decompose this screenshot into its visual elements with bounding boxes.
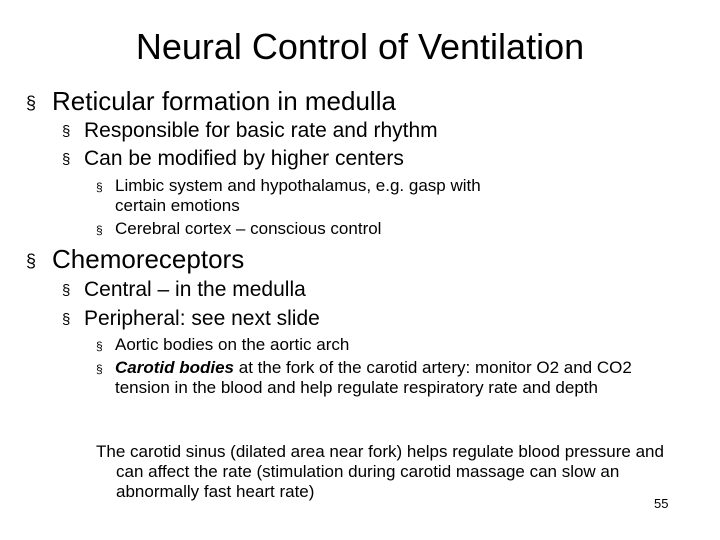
bullet-text: Reticular formation in medulla <box>52 86 396 116</box>
subsubbullet-aortic-bodies <box>96 335 696 355</box>
bullet-chemoreceptors <box>26 244 244 274</box>
bullet-text: Limbic system and hypothalamus, e.g. gasp with certain emotions <box>115 176 481 215</box>
slide-title: Neural Control of Ventilation <box>135 26 585 67</box>
bullet-text: Central – in the medulla <box>84 278 306 301</box>
subbullet-peripheral <box>62 306 320 332</box>
bullet-text: Chemoreceptors <box>52 244 245 274</box>
subsubbullet-carotid-bodies <box>96 358 686 398</box>
bullet-text: Responsible for basic rate and rhythm <box>84 119 438 142</box>
carotid-sinus-note: The carotid sinus (dilated area near fork) helps regulate blood pressure and can affect the rate (stimulation during carotid massage can slow an abnormally fast heart rate) <box>96 442 664 501</box>
carotid-bodies-description: at the fork of the carotid artery: monitor O2 and CO2 tension in the blood and help regulate respiratory rate and depth <box>115 358 632 397</box>
bullet-icon: § <box>96 180 103 194</box>
subbullet-higher-centers <box>62 146 404 172</box>
subbullet-central <box>62 277 306 303</box>
bullet-reticular-formation <box>26 86 396 116</box>
bullet-icon: § <box>62 311 71 328</box>
bullet-icon: § <box>96 223 103 237</box>
bullet-icon: § <box>26 251 37 271</box>
bullet-text: Cerebral cortex – conscious control <box>115 219 382 238</box>
bullet-text: Can be modified by higher centers <box>84 147 404 170</box>
bullet-icon: § <box>26 93 37 113</box>
bullet-icon: § <box>62 151 71 168</box>
bullet-text: Peripheral: see next slide <box>84 307 320 330</box>
subbullet-basic-rate <box>62 118 438 144</box>
page-number: 55 <box>654 496 669 511</box>
bullet-icon: § <box>96 339 103 353</box>
bullet-icon: § <box>62 282 71 299</box>
bullet-icon: § <box>62 123 71 140</box>
carotid-bodies-term: Carotid bodies <box>115 358 235 377</box>
subsubbullet-limbic <box>96 176 696 216</box>
bullet-text <box>96 358 686 398</box>
subsubbullet-cerebral-cortex <box>96 219 696 239</box>
bullet-text: Aortic bodies on the aortic arch <box>115 335 350 354</box>
bullet-icon: § <box>96 362 103 376</box>
